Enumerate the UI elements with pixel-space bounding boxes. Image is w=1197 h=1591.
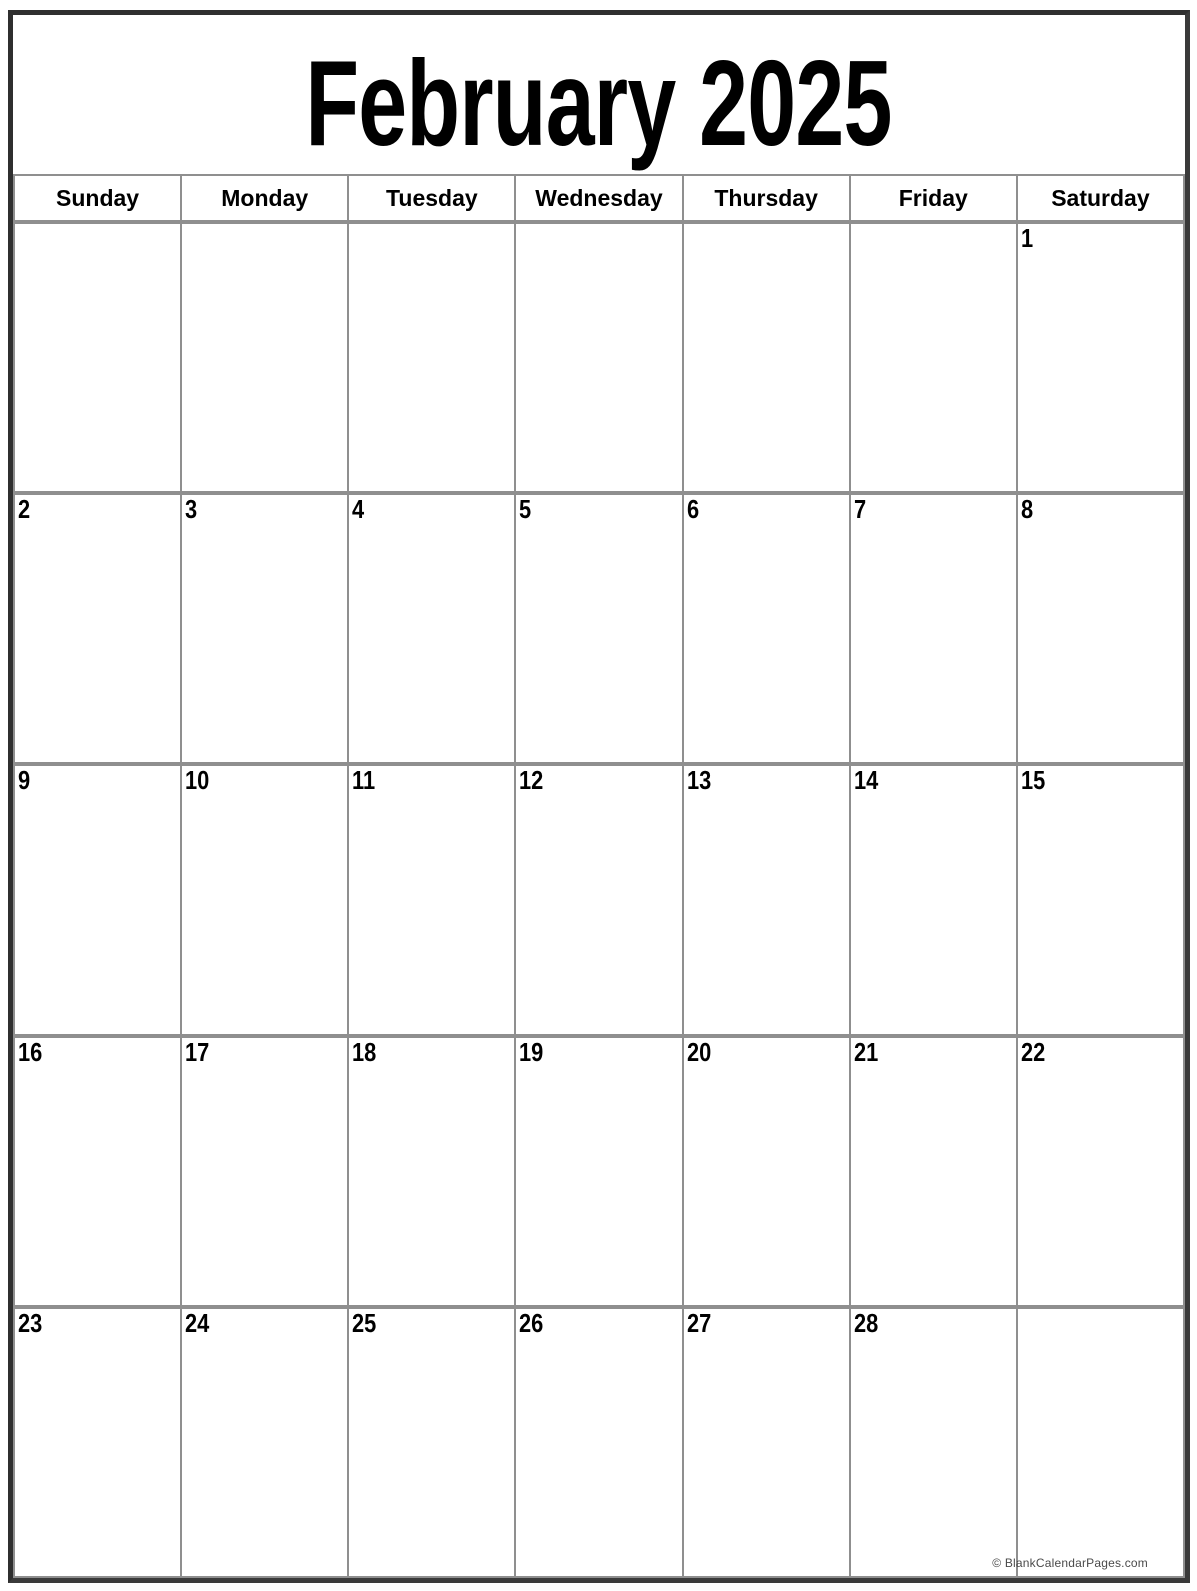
day-cell [349,1309,514,1576]
weekday-header-wednesday: Wednesday [516,176,681,220]
day-cell [182,495,347,762]
day-cell [684,224,849,491]
day-number: 18 [352,1037,377,1067]
day-number: 15 [1020,766,1046,796]
page-title: February 2025 [305,35,892,171]
day-number: 26 [519,1308,544,1338]
day-number: 12 [519,766,544,796]
day-cell [182,766,347,1033]
day-number: 5 [519,495,532,525]
day-cell [851,766,1016,1033]
day-cell [15,1309,180,1576]
weekday-header-monday: Monday [182,176,347,220]
day-number: 9 [18,766,31,796]
day-cell [182,1038,347,1305]
day-number: 21 [853,1037,878,1067]
day-number: 4 [352,495,365,525]
day-number: 27 [686,1308,711,1338]
day-number: 6 [686,495,699,525]
day-number: 16 [18,1037,43,1067]
day-cell [851,1309,1016,1576]
day-cell [684,495,849,762]
day-cell [684,1038,849,1305]
day-cell [15,1038,180,1305]
day-number: 14 [853,766,878,796]
day-cell [851,224,1016,491]
day-cell [516,495,681,762]
day-number: 3 [185,495,198,525]
day-cell [1018,224,1183,491]
day-cell [516,1309,681,1576]
day-number: 11 [352,766,376,796]
day-cell [684,766,849,1033]
day-cell [684,1309,849,1576]
day-number: 8 [1020,495,1033,525]
day-number: 17 [185,1037,210,1067]
day-cell [516,766,681,1033]
calendar-grid [13,174,1185,1578]
day-cell [349,495,514,762]
day-cell [349,1038,514,1305]
day-number: 13 [686,766,711,796]
day-cell [349,766,514,1033]
day-cell [15,495,180,762]
site-credit: © BlankCalendarPages.com [992,1556,1148,1570]
weekday-header-saturday: Saturday [1018,176,1183,220]
day-number: 19 [519,1037,544,1067]
day-number: 20 [686,1037,711,1067]
day-cell [516,224,681,491]
day-cell [1018,495,1183,762]
day-cell [349,224,514,491]
day-cell [1018,1038,1183,1305]
day-cell [1018,766,1183,1033]
day-number: 24 [185,1308,210,1338]
day-cell [851,495,1016,762]
day-number: 28 [853,1308,878,1338]
weekday-header-tuesday: Tuesday [349,176,514,220]
day-number: 7 [853,495,866,525]
day-cell [516,1038,681,1305]
day-number: 1 [1020,224,1033,253]
weekday-header-friday: Friday [851,176,1016,220]
day-cell [15,224,180,491]
day-number: 2 [18,495,31,525]
day-cell [1018,1309,1183,1576]
day-cell [182,1309,347,1576]
day-cell [182,224,347,491]
day-number: 25 [352,1308,377,1338]
weekday-header-sunday: Sunday [15,176,180,220]
day-number: 10 [185,766,210,796]
day-cell [15,766,180,1033]
day-number: 22 [1020,1037,1046,1067]
day-number: 23 [18,1308,43,1338]
day-cell [851,1038,1016,1305]
weekday-header-thursday: Thursday [684,176,849,220]
